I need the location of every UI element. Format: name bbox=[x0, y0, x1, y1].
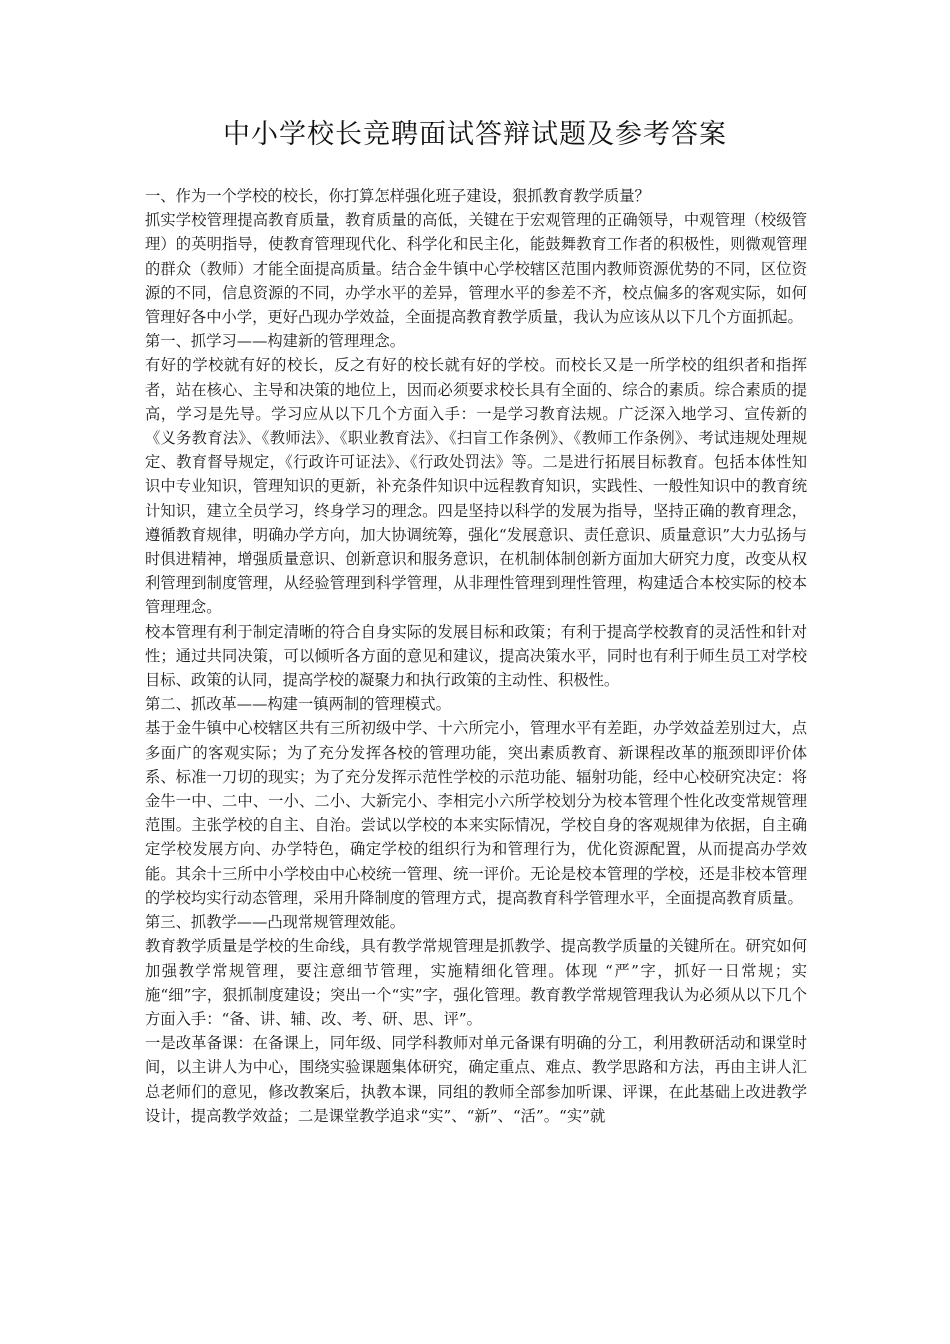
section-heading: 第一、抓学习——构建新的管理理念。 bbox=[145, 332, 406, 351]
document-title: 中小学校长竞聘面试答辩试题及参考答案 bbox=[223, 119, 727, 150]
question-heading: 一、作为一个学校的校长，你打算怎样强化班子建设，狠抓教育教学质量？ bbox=[145, 187, 650, 205]
section-heading: 第三、抓教学——凸现常规管理效能。 bbox=[145, 913, 406, 932]
body-paragraph: 有好的学校就有好的校长，反之有好的校长就有好的学校。而校长又是一所学校的组织者和指挥者，站在核心、主导和决策的地位上，因而必须要求校长具有全面的、综合的素质。综合素质的提高，学习是先导。学习应从以下几个方面入手：一是学习教育法规。广泛深入地学习、宣传新的《义务教育法》、《教师法》、《职业教育法》、《扫盲工作条例》、《教师工作条例》、考试违规处理规定、教育督导规定，《行政许可证法》、《行政处罚法》等。二是进行拓展目标教育。包括本体性知识中专业知识，管理知识的更新，补充条件知识中远程教育知识，实践性、一般性知识中的教育统计知识，建立全员学习，终身学习的理念。四是坚持以科学的发展为指导，坚持正确的教育理念，遵循教育规律，明确办学方向，加大协调统筹，强化“发展意识、责任意识、质量意识”大力弘扬与时俱进精神，增强质量意识、创新意识和服务意识，在机制体制创新方面加大研究力度，改变从权利管理到制度管理，从经验管理到科学管理，从非理性管理到理性管理，构建适合本校实际的校本管理理念。 bbox=[145, 356, 807, 617]
section-heading: 第二、抓改革——构建一镇两制的管理模式。 bbox=[145, 695, 451, 714]
body-paragraph: 一是改革备课：在备课上，同年级、同学科教师对单元备课有明确的分工，利用教研活动和课堂时间，以主讲人为中心，围绕实验课题集体研究，确定重点、难点、教学思路和方法，再由主讲人汇总老师们的意见，修改教案后，执教本课，同组的教师全部参加听课、评课，在此基础上改进教学设计，提高教学效益；二是课堂教学追求“实”、“新”、“活”。“实”就 bbox=[145, 1034, 807, 1125]
body-paragraph: 校本管理有利于制定清晰的符合自身实际的发展目标和政策；有利于提高学校教育的灵活性和针对性；通过共同决策，可以倾听各方面的意见和建议，提高决策水平，同时也有利于师生员工对学校目标、政策的认同，提高学校的凝聚力和执行政策的主动性、积极性。 bbox=[145, 622, 807, 690]
document-body bbox=[145, 184, 807, 1128]
body-paragraph: 基于金牛镇中心校辖区共有三所初级中学、十六所完小，管理水平有差距，办学效益差别过大，点多面广的客观实际；为了充分发挥各校的管理功能，突出素质教育、新课程改革的瓶颈即评价体系、标准一刀切的现实；为了充分发挥示范性学校的示范功能、辐射功能，经中心校研究决定：将金牛一中、二中、一小、二小、大新完小、李相完小六所学校划分为校本管理个性化改变常规管理范围。主张学校的自主、自治。尝试以学校的本来实际情况，学校自身的客观规律为依据，自主确定学校发展方向、办学特色，确定学校的组织行为和管理行为，优化资源配置，从而提高办学效能。其余十三所中小学校由中心校统一管理、统一评价。无论是校本管理的学校，还是非校本管理的学校均实行动态管理，采用升降制度的管理方式，提高教育科学管理水平，全面提高教育质量。 bbox=[145, 719, 807, 907]
body-paragraph: 抓实学校管理提高教育质量，教育质量的高低，关键在于宏观管理的正确领导，中观管理（校级管理）的英明指导，使教育管理现代化、科学化和民主化，能鼓舞教育工作者的积极性，则微观管理的群众（教师）才能全面提高质量。结合金牛镇中心学校辖区范围内教师资源优势的不同，区位资源的不同，信息资源的不同，办学水平的差异，管理水平的参差不齐，校点偏多的客观实际，如何管理好各中小学，更好凸现办学效益，全面提高教育教学质量，我认为应该从以下几个方面抓起。 bbox=[145, 211, 807, 327]
body-paragraph: 教育教学质量是学校的生命线，具有教学常规管理是抓教学、提高教学质量的关键所在。研究如何加强教学常规管理，要注意细节管理，实施精细化管理。体现 “严”字，抓好一日常规；实施“细”字，狠抓制度建设；突出一个“实”字，强化管理。教育教学常规管理我认为必须从以下几个方面入手：“备、讲、辅、改、考、研、思、评”。 bbox=[145, 937, 807, 1028]
